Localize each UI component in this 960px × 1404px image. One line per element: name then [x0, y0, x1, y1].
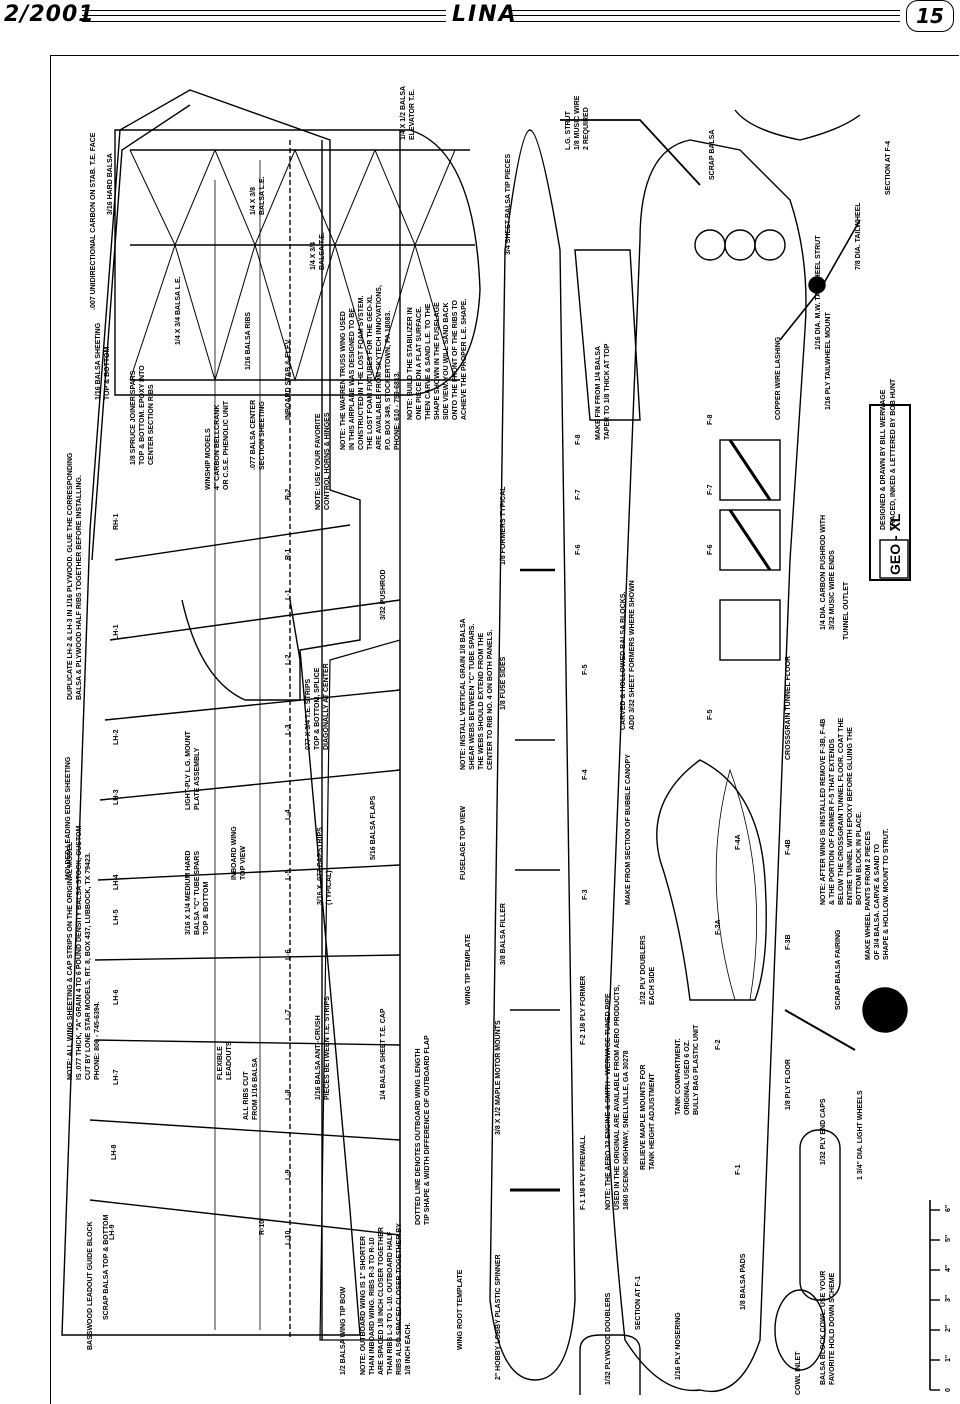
molded-le-label: MOLDED LEADING EDGE SHEETING: [65, 756, 72, 880]
ply-nosering-label: 1/16 PLY NOSERING: [675, 1312, 682, 1380]
pipe-tunnel: [716, 770, 757, 1000]
inboard-stab-label: INBOARD STAB & ELEV.: [285, 338, 292, 420]
lg-strut-label: L.G. STRUT 1/8 MUSIC WIRE 2 REQUIRED: [565, 95, 590, 150]
outboard-note: NOTE: OUTBOARD WING IS 1" SHORTER THAN INBOARD WING. RIBS R-3 TO R-10 ARE SPACED 1/8 INCH CLOSER TOGETHER THAN RIBS L-3 TO L-10. OUTBOARD HALF RIBS ALSO SPACED CLOSER TOGETHER BY 1/8 INCH EACH.: [360, 1223, 412, 1375]
scale-tick-label: 4": [945, 1264, 952, 1272]
scale-tick-label: 2": [945, 1324, 952, 1332]
tailwheel-label: 7/8 DIA. TAILWHEEL: [855, 202, 862, 270]
tank-label: TANK COMPARTMENT. ORIGINAL USED 6 OZ. BULLY BAG PLASTIC UNIT: [675, 1024, 700, 1115]
ply-doublers-each-label: 1/32 PLY DOUBLERS EACH SIDE: [640, 935, 656, 1005]
scrap-balsa-label: SCRAP BALSA TOP & BOTTOM: [103, 1214, 110, 1320]
f-side-label: F-1: [735, 1164, 742, 1175]
issue-number: 2/2001: [4, 2, 95, 27]
ply-floor-label: 1/8 PLY FLOOR: [785, 1059, 792, 1110]
wheel-pants-label: MAKE WHEEL PANTS FROM 2 PIECES OF 3/4 BALSA. CARVE & SAND TO SHAPE & HOLLOW. MOUNT TO STRUT.: [865, 828, 890, 960]
tunnel-outlet-label: TUNNEL OUTLET: [843, 581, 850, 640]
balsa-pads-label: 1/8 BALSA PADS: [740, 1253, 747, 1310]
f2-former-label: F-2 1/8 PLY FORMER: [580, 975, 587, 1045]
rib-label: L-10: [285, 1230, 292, 1245]
ply-doublers-label: 1/32 PLYWOOD DOUBLERS: [605, 1292, 612, 1385]
warren-truss-note: NOTE: THE WARREN TRUSS WING USED IN THIS AIRPLANE WAS DESIGNED TO BE CONSTRUCTED IN THE LOST FOAM SYSTEM. THE LOST FOAM FIXTURES FOR THE GEO-XL ARE AVAILABLE FROM SKYTECH INNOVATIONS, P.O. BOX 349, STOCKERTOWN, PA 18083. PHONE: 610 - 759-6813.: [340, 285, 401, 450]
bellcrank-label: WINSHIP MODELS 4" CARBON BELLCRANK OR C.S.E. PHENOLIC UNIT: [205, 400, 230, 490]
f-side-label: F-4B: [785, 839, 792, 855]
f-side-label: F-5: [707, 709, 714, 720]
rib-label: LH-3: [113, 789, 120, 805]
rib-label: LH-2: [113, 729, 120, 745]
end-caps-label: 1/32 PLY END CAPS: [820, 1098, 827, 1165]
page-number: 15: [906, 0, 954, 32]
elevator-te-label: 1/4 X 1/2 BALSA ELEVATOR T.E.: [400, 86, 416, 140]
tip-pieces-label: 3/4 SHEET BALSA TIP PIECES: [505, 153, 512, 255]
rib-label: L-7: [285, 1009, 292, 1020]
scale-tick-label: 5": [945, 1234, 952, 1242]
rib-label: LH-7: [113, 1069, 120, 1085]
stab-le-label: 1/4 X 3/4 BALSA L.E.: [175, 276, 182, 345]
f-top-label: F-3: [582, 889, 589, 900]
stab-ribs-label: 1/16 BALSA RIBS: [245, 311, 252, 370]
scale-tick-label: 3": [945, 1294, 952, 1302]
balsa-filler-label: 3/8 BALSA FILLER: [500, 903, 507, 965]
magazine-title: LINA: [452, 2, 518, 27]
engine-note: NOTE: THE AERO 32 ENGINE & SMITH - WERWAGE TUNED PIPE USED IN THE ORIGINAL ARE AVAILABLE FROM AERO PRODUCTS, 1860 SCENIC HIGHWAY, SNELLVILLE, GA 30278: [605, 984, 630, 1210]
rib-label: L-2: [285, 654, 292, 665]
rib-label: L-4: [285, 809, 292, 820]
control-horns-label: NOTE: USE YOUR FAVORITE CONTROL HORNS & HINGES: [315, 412, 331, 510]
flexible-leadouts-label: FLEXIBLE LEADOUTS: [217, 1041, 233, 1080]
light-ply-label: LIGHT-PLY L.G. MOUNT PLATE ASSEMBLY: [185, 731, 201, 810]
capstrips-label: 3/16 X .077 CAPSTRIPS (TYPICAL): [317, 827, 333, 905]
rib-label: L-5: [285, 869, 292, 880]
cowl-block-label: BALSA BLOCK COWL. USE YOUR FAVORITE HOLD DOWN SCHEME: [820, 1270, 836, 1385]
maple-mounts-label: RELIEVE MAPLE MOUNTS FOR TANK HEIGHT ADJUSTMENT: [640, 1064, 656, 1170]
f-top-label: F-5: [582, 664, 589, 675]
dotted-line-note: DOTTED LINE DENOTES OUTBOARD WING LENGTH TIP SHAPE & WIDTH DIFFERENCE OF OUTBOARD FLAP: [415, 1035, 431, 1225]
f-side-label: F-4A: [735, 834, 742, 850]
tailwheel-strut-label: 1/16 DIA. M.W. TAILWHEEL STRUT: [815, 235, 822, 350]
hard-balsa-label: 3/16 HARD BALSA: [107, 153, 114, 215]
crossgrain-label: CROSSGRAIN TUNNEL FLOOR: [785, 655, 792, 760]
rib-label: LH-4: [113, 874, 120, 890]
vertical-grain-note: NOTE: INSTALL VERTICAL GRAIN 1/8 BALSA SHEAR WEBS BETWEEN "C" TUBE SPARS. THE WEBS SHOULD EXTEND FROM THE CENTER TO RIB NO. 4 ON BOTH PANELS.: [460, 618, 494, 770]
rib-label: L-9: [285, 1169, 292, 1180]
rib-label: LH-6: [113, 989, 120, 1005]
section-f1-label: SECTION AT F-1: [635, 1275, 642, 1330]
rib-label: R-2: [285, 488, 292, 500]
scrap-balsa-label: SCRAP BALSA: [709, 129, 716, 180]
cowl-inlet-label: COWL INLET: [795, 1351, 802, 1395]
te-cap-label: 1/4 BALSA SHEET T.E. CAP: [380, 1008, 387, 1100]
firewall-label: F-1 1/8 PLY FIREWALL: [580, 1135, 587, 1210]
f-top-label: F-8: [575, 434, 582, 445]
rib-label: L-8: [285, 1089, 292, 1100]
f-side-label: F-6: [707, 544, 714, 555]
fin-label: MAKE FIN FROM 1/4 BALSA TAPER TO 1/8 THICK AT TOP: [595, 343, 611, 440]
rib-label: L-3: [285, 724, 292, 735]
stab-te-label: 1/4 X 3/4 BALSA T.E.: [310, 232, 326, 270]
carbon-pushrod-label: 1/4 DIA. CARBON PUSHROD WITH 3/32 MUSIC WIRE ENDS: [820, 514, 836, 630]
spinner-label: 2" HOBBY LOBBY PLASTIC SPINNER: [495, 1254, 502, 1380]
rib-label: LH-9: [109, 1224, 116, 1240]
section-f4-label: SECTION AT F-4: [885, 140, 892, 195]
copper-wire-label: COPPER WIRE LASHING: [775, 336, 782, 420]
wing-tip-label: WING TIP TEMPLATE: [465, 934, 472, 1005]
f-side-label: F-3B: [785, 934, 792, 950]
tailwheel-mount-label: 1/16 PLY TAILWHEEL MOUNT: [825, 312, 832, 410]
f-top-label: F-4: [582, 769, 589, 780]
credits: DESIGNED & DRAWN BY BILL WERWAGE TRACED, INKED & LETTERED BY BOB HUNT: [880, 378, 897, 530]
f-side-label: F-3A: [715, 919, 722, 935]
all-ribs-cut-label: ALL RIBS CUT FROM 1/16 BALSA: [243, 1057, 259, 1120]
stab-build-note: NOTE: BUILD THE STABILIZER IN ONE PIECE ON A FLAT SURFACE. THEN CARVE & SAND L.E. TO THE SHAPE SHOWN IN THE FUSELAGE SIDE VIEW. YOU WILL SAND BACK ONTO THE FRONT OF THE RIBS TO ACHIEVE THE PROPER L.E. SHAPE.: [407, 298, 468, 420]
light-wheels-label: 1 3/4" DIA. LIGHT WHEELS: [857, 1090, 864, 1180]
f-side-label: F-2: [715, 1039, 722, 1050]
duplicate-note: DUPLICATE LH-2 & LH-3 IN 1/16 PLYWOOD. GLUE THE CORRESPONDING BALSA & PLYWOOD HALF RIBS TOGETHER BEFORE INSTALLING.: [67, 452, 83, 700]
inboard-wing-label: INBOARD WING TOP VIEW: [231, 826, 247, 880]
basswood-label: BASSWOOD LEADOUT GUIDE BLOCK: [87, 1221, 94, 1350]
rib-label: LH-1: [113, 624, 120, 640]
stab-sheeting-label: 1/16 BALSA SHEETING TOP & BOTTOM: [95, 322, 111, 400]
fuselage-top-view: [490, 130, 575, 1380]
wing-note-all: NOTE: ALL WING SHEETING & CAP STRIPS ON THE ORIGINAL MODEL IS .077 THICK, "A" GRAIN 4 TO 6 POUND DENSITY BALSA STOCK, CUSTOM CUT BY LONE STAR MODELS, RT. 8, BOX 437, LUBBOCK, TX 79423. PHONE: 806 - 745-6394.: [67, 825, 101, 1080]
carved-blocks-label: CARVED & HOLLOWED BALSA BLOCKS. ADD 3/32 SHEET FORMERS WHERE SHOWN: [620, 580, 636, 730]
scale-tick-label: 1": [945, 1354, 952, 1362]
f-top-label: F-6: [575, 544, 582, 555]
scale-tick-label: 0: [945, 1388, 952, 1392]
canopy: [657, 760, 766, 1000]
f-side-label: F-7: [707, 484, 714, 495]
rib-label: L-1: [285, 589, 292, 600]
center-sheeting-label: .077 BALSA CENTER SECTION SHEETING: [250, 399, 266, 470]
spars-label: 3/16 X 1/4 MEDIUM HARD BALSA "C" TUBE SPARS TOP & BOTTOM: [185, 850, 210, 935]
flaps-label: 5/16 BALSA FLAPS: [370, 795, 377, 860]
rib-label: LH-5: [113, 909, 120, 925]
scrap-fairing-label: SCRAP BALSA FAIRING: [835, 929, 842, 1010]
model-name: GEO - XL: [887, 513, 903, 575]
pushrod-label: 3/32 PUSHROD: [380, 569, 387, 620]
stab-le-38-label: 1/4 X 3/8 BALSA L.E.: [250, 176, 266, 215]
anti-crush-label: 1/16 BALSA ANTI-CRUSH PIECES BETWEEN T.E. STRIPS: [315, 996, 331, 1100]
f-top-label: F-7: [575, 489, 582, 500]
rib-label: R-10: [259, 1219, 266, 1235]
rib-label: RH-1: [113, 513, 120, 530]
motor-mounts-label: 3/8 X 1/2 MAPLE MOTOR MOUNTS: [495, 1020, 502, 1135]
rib-label: R-1: [285, 548, 292, 560]
spruce-joiner-label: 1/8 SPRUCE JOINER SPARS TOP & BOTTOM. EPOXY INTO CENTER SECTION RIBS: [130, 365, 155, 465]
te-strips-label: 077 X 3/4 T.E. STRIPS TOP & BOTTOM, SPLICE DIAGONALLY AT CENTER: [305, 663, 330, 750]
bubble-canopy-label: MAKE FROM SECTION OF BUBBLE CANOPY: [625, 754, 632, 905]
fuselage-top-label: FUSELAGE TOP VIEW: [460, 805, 467, 880]
rib-label: L-6: [285, 949, 292, 960]
fuse-sides-label: 1/8 FUSE SIDES: [500, 656, 507, 710]
carbon-tape-label: .007 UNIDIRECTIONAL CARBON ON STAB. T.E. FACE: [90, 132, 97, 310]
after-wing-note: NOTE: AFTER WING IS INSTALLED REMOVE F-3B, F-4B & THE PORTION OF FORMER F-5 THAT EXTENDS BELOW THE CROSSGRAIN TUNNEL FLOOR. COAT THE ENTIRE TUNNEL WITH EPOXY BEFORE GLUING THE BOTTOM BLOCK IN PLACE.: [820, 717, 863, 905]
wing-root-label: WING ROOT TEMPLATE: [457, 1269, 464, 1350]
fuselage-side-view: [607, 140, 806, 1391]
scale-tick-label: 6": [945, 1204, 952, 1212]
half-tip-bow-label: 1/2 BALSA WING TIP BOW: [340, 1286, 347, 1375]
f-side-label: F-8: [707, 414, 714, 425]
formers-typical-label: 1/8 FORMERS TYPICAL: [500, 486, 507, 565]
rib-label: LH-8: [111, 1144, 118, 1160]
